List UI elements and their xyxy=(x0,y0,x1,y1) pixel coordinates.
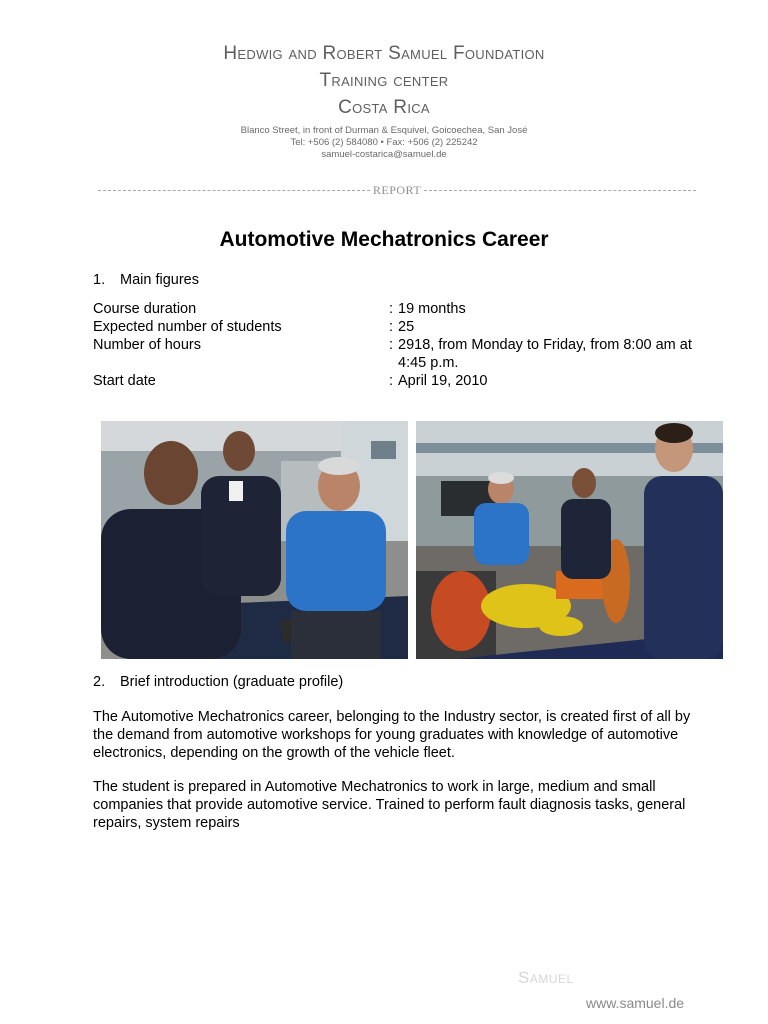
figure-row: Course duration : 19 months xyxy=(93,301,466,317)
figure-row: Expected number of students : 25 xyxy=(93,319,415,335)
organization-subtitle: Training center xyxy=(319,70,449,91)
figure-label: Start date xyxy=(93,373,156,389)
workshop-photo-right xyxy=(416,421,723,659)
section-2-title: Brief introduction (graduate profile) xyxy=(120,674,344,690)
paragraph-profile: The student is prepared in Automotive Mechatronics to work in large, medium and small companies that provide automotive service. Trained to perform fault diagnosis tasks, general repairs, system repairs xyxy=(93,779,686,831)
figure-label: Number of hours xyxy=(93,337,201,353)
figure-label: Expected number of students xyxy=(93,319,282,335)
figure-row: Number of hours : 2918, from Monday to Friday, from 8:00 am at 4:45 p.m. xyxy=(93,336,713,372)
section-2-number: 2. xyxy=(93,674,106,690)
section-2-heading xyxy=(93,674,343,690)
main-figures-table xyxy=(93,300,713,390)
address: Blanco Street, in front of Durman & Esquivel, Goicoechea, San José xyxy=(240,125,528,136)
workshop-photo-right-image xyxy=(416,421,723,659)
figure-value: 2918, from Monday to Friday, from 8:00 am at 4:45 p.m. xyxy=(398,337,692,371)
footer-logo-watermark: Samuel xyxy=(518,968,574,987)
email: samuel-costarica@samuel.de xyxy=(321,149,447,160)
figure-value: 25 xyxy=(398,319,415,335)
figure-label: Course duration xyxy=(93,301,197,317)
separator-dash-left xyxy=(98,190,370,191)
report-separator xyxy=(98,182,696,198)
workshop-photo-left-image xyxy=(101,421,408,659)
document-title: Automotive Mechatronics Career xyxy=(219,228,549,251)
figure-row: Start date : April 19, 2010 xyxy=(93,373,488,389)
figure-value: April 19, 2010 xyxy=(398,373,488,389)
contact-block xyxy=(0,125,768,161)
phone-fax: Tel: +506 (2) 584080 • Fax: +506 (2) 225242 xyxy=(290,137,478,148)
separator-dash-right xyxy=(424,190,696,191)
section-1-number: 1. xyxy=(93,272,106,288)
workshop-photo-left xyxy=(101,421,408,659)
footer-url: www.samuel.de xyxy=(586,995,685,1011)
section-1-heading xyxy=(93,272,199,288)
section-1-title: Main figures xyxy=(120,272,199,288)
separator-label: REPORT xyxy=(372,182,422,197)
letterhead xyxy=(0,40,768,161)
organization-name: Hedwig and Robert Samuel Foundation xyxy=(223,43,545,64)
paragraph-intro: The Automotive Mechatronics career, belonging to the Industry sector, is created first of all by the demand from automotive workshops for young graduates with knowledge of automotive electronics, depending on the growth of the vehicle fleet. xyxy=(93,709,691,761)
figure-value: 19 months xyxy=(398,301,466,317)
organization-country: Costa Rica xyxy=(338,97,430,118)
